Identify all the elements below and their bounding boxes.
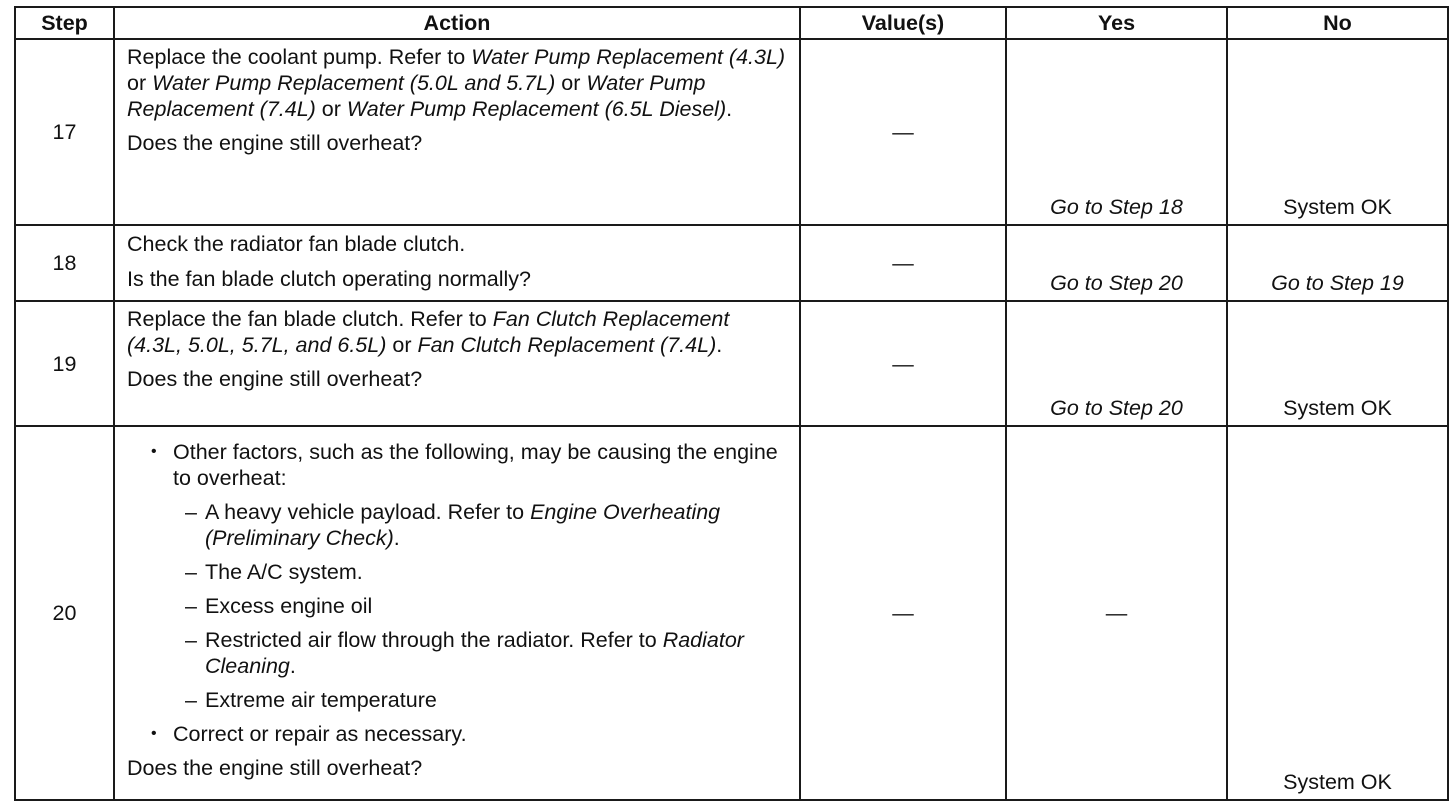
reference-link: Engine Overheating (Preliminary Check)	[205, 500, 721, 550]
yes-result: Go to Step 20	[1050, 271, 1183, 295]
action-cell	[114, 301, 800, 426]
no-result: System OK	[1283, 195, 1392, 219]
header-action: Action	[114, 7, 800, 39]
table-row-step-17	[15, 39, 1448, 225]
yes-result: Go to Step 20	[1050, 396, 1183, 420]
action-question: Does the engine still overheat?	[127, 367, 423, 391]
list-item: • Other factors, such as the following, may be causing the engine to overheat: – A heavy vehicle payload. Refer to Engine Overheating (Preliminary Check). – The A/C system. – Excess engine oil – Restricted air flow through the radiator. Refer to Radiator Cleaning. – Extreme air temperature	[127, 439, 789, 713]
no-result: Go to Step 19	[1271, 271, 1404, 295]
bullet-icon: •	[151, 443, 157, 460]
no-cell	[1227, 301, 1448, 426]
action-text: Check the radiator fan blade clutch.	[127, 232, 466, 256]
dash-icon: –	[185, 560, 197, 584]
yes-cell	[1006, 225, 1227, 301]
yes-cell	[1006, 301, 1227, 426]
no-cell	[1227, 225, 1448, 301]
list-item: – Excess engine oil	[185, 594, 373, 618]
list-item: – Restricted air flow through the radiator. Refer to Radiator Cleaning.	[185, 628, 744, 678]
yes-cell: —	[1006, 426, 1227, 800]
reference-link: Water Pump Replacement (5.0L and 5.7L)	[152, 71, 556, 95]
value-cell: —	[800, 39, 1006, 225]
action-cell	[114, 225, 800, 301]
value-cell: —	[800, 225, 1006, 301]
reference-link: Radiator Cleaning	[205, 628, 744, 678]
list-item: – Extreme air temperature	[185, 688, 437, 712]
reference-link: Water Pump Replacement (7.4L)	[127, 71, 706, 121]
action-cell	[114, 39, 800, 225]
action-text: Replace the coolant pump. Refer to Water Pump Replacement (4.3L) or Water Pump Replacement (5.0L and 5.7L) or Water Pump Replacement (7.4L) or Water Pump Replacement (6.5L Diesel).	[127, 45, 786, 121]
action-question: Is the fan blade clutch operating normally?	[127, 267, 531, 291]
step-number: 18	[15, 225, 114, 301]
step-number: 17	[15, 39, 114, 225]
no-result: System OK	[1283, 770, 1392, 794]
table-row-step-19	[15, 301, 1448, 426]
header-values: Value(s)	[800, 7, 1006, 39]
list-item: – The A/C system.	[185, 560, 363, 584]
value-cell: —	[800, 301, 1006, 426]
reference-link: Water Pump Replacement (4.3L)	[471, 45, 786, 69]
no-cell	[1227, 39, 1448, 225]
header-step: Step	[15, 7, 114, 39]
bullet-list	[127, 439, 789, 747]
action-question: Does the engine still overheat?	[127, 756, 423, 780]
action-question: Does the engine still overheat?	[127, 131, 423, 155]
no-cell	[1227, 426, 1448, 800]
yes-result: Go to Step 18	[1050, 195, 1183, 219]
header-yes: Yes	[1006, 7, 1227, 39]
action-cell	[114, 426, 800, 800]
dash-icon: –	[185, 628, 197, 652]
step-number: 19	[15, 301, 114, 426]
reference-link: Water Pump Replacement (6.5L Diesel)	[346, 97, 727, 121]
value-cell: —	[800, 426, 1006, 800]
sub-list	[173, 499, 789, 713]
dash-icon: –	[185, 594, 197, 618]
list-item: • Correct or repair as necessary.	[151, 722, 467, 746]
step-number: 20	[15, 426, 114, 800]
reference-link: Fan Clutch Replacement (4.3L, 5.0L, 5.7L, and 6.5L)	[127, 307, 730, 357]
list-item: – A heavy vehicle payload. Refer to Engine Overheating (Preliminary Check).	[185, 500, 721, 550]
reference-link: Fan Clutch Replacement (7.4L)	[417, 333, 717, 357]
header-row	[15, 7, 1448, 39]
diagnostic-table	[14, 6, 1449, 801]
yes-cell	[1006, 39, 1227, 225]
action-text: Replace the fan blade clutch. Refer to Fan Clutch Replacement (4.3L, 5.0L, 5.7L, and 6.5L) or Fan Clutch Replacement (7.4L).	[127, 307, 730, 357]
table-row-step-18	[15, 225, 1448, 301]
table-row-step-20	[15, 426, 1448, 800]
no-result: System OK	[1283, 396, 1392, 420]
dash-icon: –	[185, 688, 197, 712]
header-no: No	[1227, 7, 1448, 39]
bullet-icon: •	[151, 725, 157, 742]
dash-icon: –	[185, 500, 197, 524]
